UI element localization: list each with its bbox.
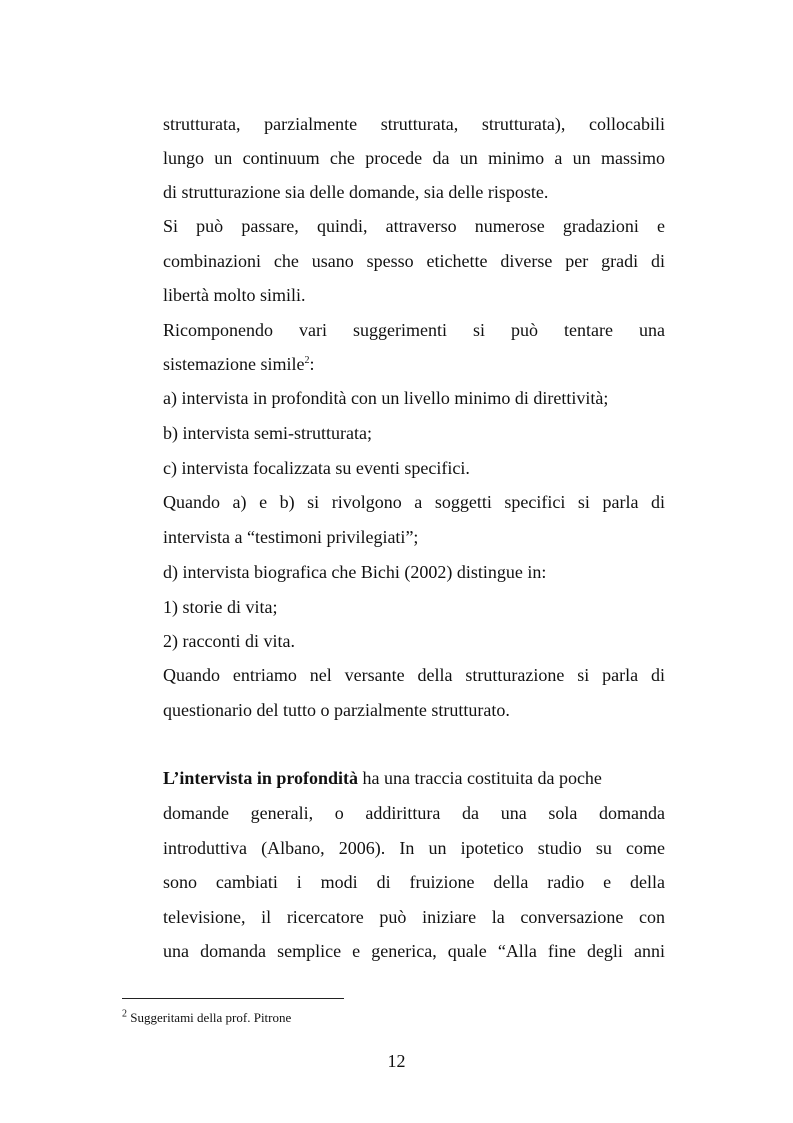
text-line: domande generali, o addirittura da una sola domanda — [163, 803, 665, 823]
text-line: Quando a) e b) si rivolgono a soggetti specifici si parla di — [163, 492, 665, 512]
text-line-with-footnote — [163, 353, 665, 375]
text-line: questionario del tutto o parzialmente strutturato. — [163, 700, 510, 720]
text-fragment: : — [309, 354, 315, 374]
list-item: 1) storie di vita; — [163, 597, 278, 617]
list-item: 2) racconti di vita. — [163, 631, 295, 651]
text-line: Quando entriamo nel versante della strutturazione si parla di — [163, 665, 665, 685]
text-line: Si può passare, quindi, attraverso numerose gradazioni e — [163, 216, 665, 236]
page-number: 12 — [387, 1051, 406, 1071]
footnote-number: 2 — [122, 1008, 127, 1020]
text-line: sono cambiati i modi di fruizione della radio e della — [163, 872, 665, 892]
footnote — [122, 1010, 291, 1026]
text-line: combinazioni che usano spesso etichette diverse per gradi di — [163, 251, 665, 271]
text-line: libertà molto simili. — [163, 285, 306, 305]
list-item: a) intervista in profondità con un livello minimo di direttività; — [163, 388, 609, 408]
text-line: di strutturazione sia delle domande, sia delle risposte. — [163, 182, 549, 202]
footnote-divider — [122, 998, 344, 999]
text-line: Ricomponendo vari suggerimenti si può tentare una — [163, 320, 665, 340]
list-item: d) intervista biografica che Bichi (2002) distingue in: — [163, 562, 547, 582]
text-line: televisione, il ricercatore può iniziare la conversazione con — [163, 907, 665, 927]
text-line: una domanda semplice e generica, quale “Alla fine degli anni — [163, 941, 665, 961]
term-heading: L’intervista in profondità — [163, 768, 359, 788]
list-item: b) intervista semi-strutturata; — [163, 423, 372, 443]
footnote-reference[interactable]: 2 — [304, 355, 310, 366]
text-line: lungo un continuum che procede da un minimo a un massimo — [163, 148, 665, 168]
list-item: c) intervista focalizzata su eventi specifici. — [163, 458, 470, 478]
paragraph-first-line — [163, 767, 665, 789]
text-line: intervista a “testimoni privilegiati”; — [163, 527, 419, 547]
footnote-text: Suggeritami della prof. Pitrone — [127, 1010, 292, 1025]
text-fragment: sistemazione simile — [163, 354, 305, 374]
text-fragment: ha una traccia costituita da poche — [358, 768, 602, 788]
text-line: introduttiva (Albano, 2006). In un ipotetico studio su come — [163, 838, 665, 858]
text-line: strutturata, parzialmente strutturata, strutturata), collocabili — [163, 114, 665, 134]
